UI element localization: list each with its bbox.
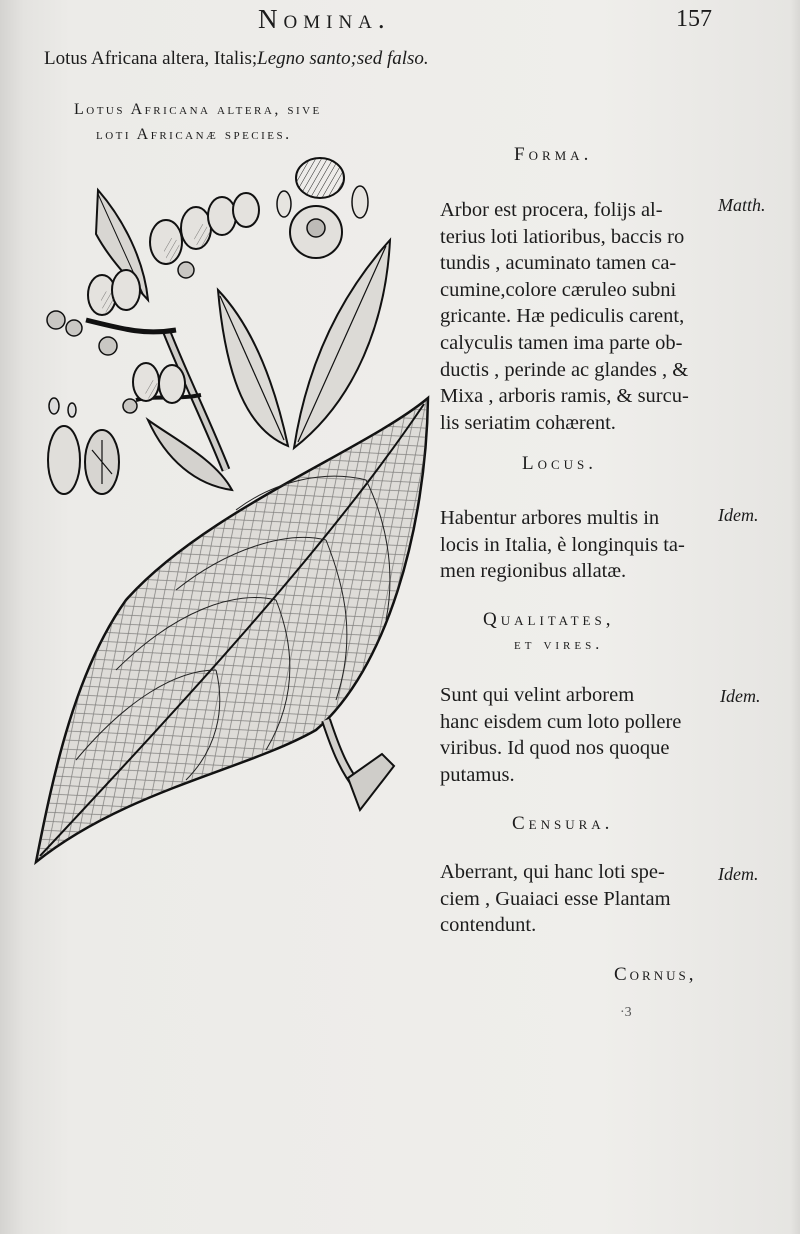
sidenote-idem-qualitates: Idem. xyxy=(720,686,761,706)
figure-caption-line-2: loti Africanæ species. xyxy=(96,126,292,143)
heading-et-vires: et vires. xyxy=(514,636,604,653)
name-line-italic: Legno santo;sed falso. xyxy=(257,48,429,69)
text-line: Arbor est procera, folijs al- xyxy=(440,199,663,221)
running-head: Nomina. xyxy=(258,4,391,34)
sidenote-idem-locus: Idem. xyxy=(718,505,759,525)
text-line: tundis , acuminato tamen ca- xyxy=(440,252,677,275)
text-line: terius loti latioribus, baccis ro xyxy=(440,225,685,248)
text-line: gricante. Hæ pediculis carent, xyxy=(440,305,685,328)
text-line: Sunt qui velint arborem xyxy=(440,684,635,706)
text-line: viribus. Id quod nos quoque xyxy=(440,737,670,760)
text-line: hanc eisdem cum loto pollere xyxy=(440,710,682,733)
text-line: putamus. xyxy=(440,763,515,786)
paragraph-locus xyxy=(440,505,685,585)
text-line: locis in Italia, è longinquis ta- xyxy=(440,533,685,556)
text-line: men regionibus allatæ. xyxy=(440,560,627,583)
paragraph-censura xyxy=(440,859,671,939)
name-line xyxy=(44,48,429,70)
paragraph-qualitates xyxy=(440,682,681,788)
text-line: ductis , perinde ac glandes , & xyxy=(440,358,689,381)
page-number: 157 xyxy=(676,6,712,32)
catchword: Cornus, xyxy=(614,964,697,985)
text-line: lis seriatim cohærent. xyxy=(440,411,616,434)
text-line: Mixa , arboris ramis, & surcu- xyxy=(440,385,689,408)
text-line: contendunt. xyxy=(440,914,537,937)
text-line: cumine,colore cæruleo subni xyxy=(440,278,677,301)
figure-caption-line-1: Lotus Africana altera, sive xyxy=(74,101,322,118)
text-line: Habentur arbores multis in xyxy=(440,507,660,529)
heading-qualitates: Qualitates, xyxy=(483,609,615,630)
lotus-branch-woodcut-icon xyxy=(26,150,456,870)
sidenote-matth: Matth. xyxy=(718,195,766,215)
heading-forma: Forma. xyxy=(514,144,593,165)
heading-locus: Locus. xyxy=(522,453,598,474)
text-line: calyculis tamen ima parte ob- xyxy=(440,331,683,354)
heading-censura: Censura. xyxy=(512,813,614,834)
name-line-roman: Lotus Africana altera, Italis; xyxy=(44,48,258,69)
sidenote-idem-censura: Idem. xyxy=(718,864,759,884)
paragraph-forma xyxy=(440,197,689,436)
signature-mark: ·3 xyxy=(620,1005,632,1020)
text-line: Aberrant, qui hanc loti spe- xyxy=(440,861,665,883)
text-line: ciem , Guaiaci esse Plantam xyxy=(440,887,671,910)
